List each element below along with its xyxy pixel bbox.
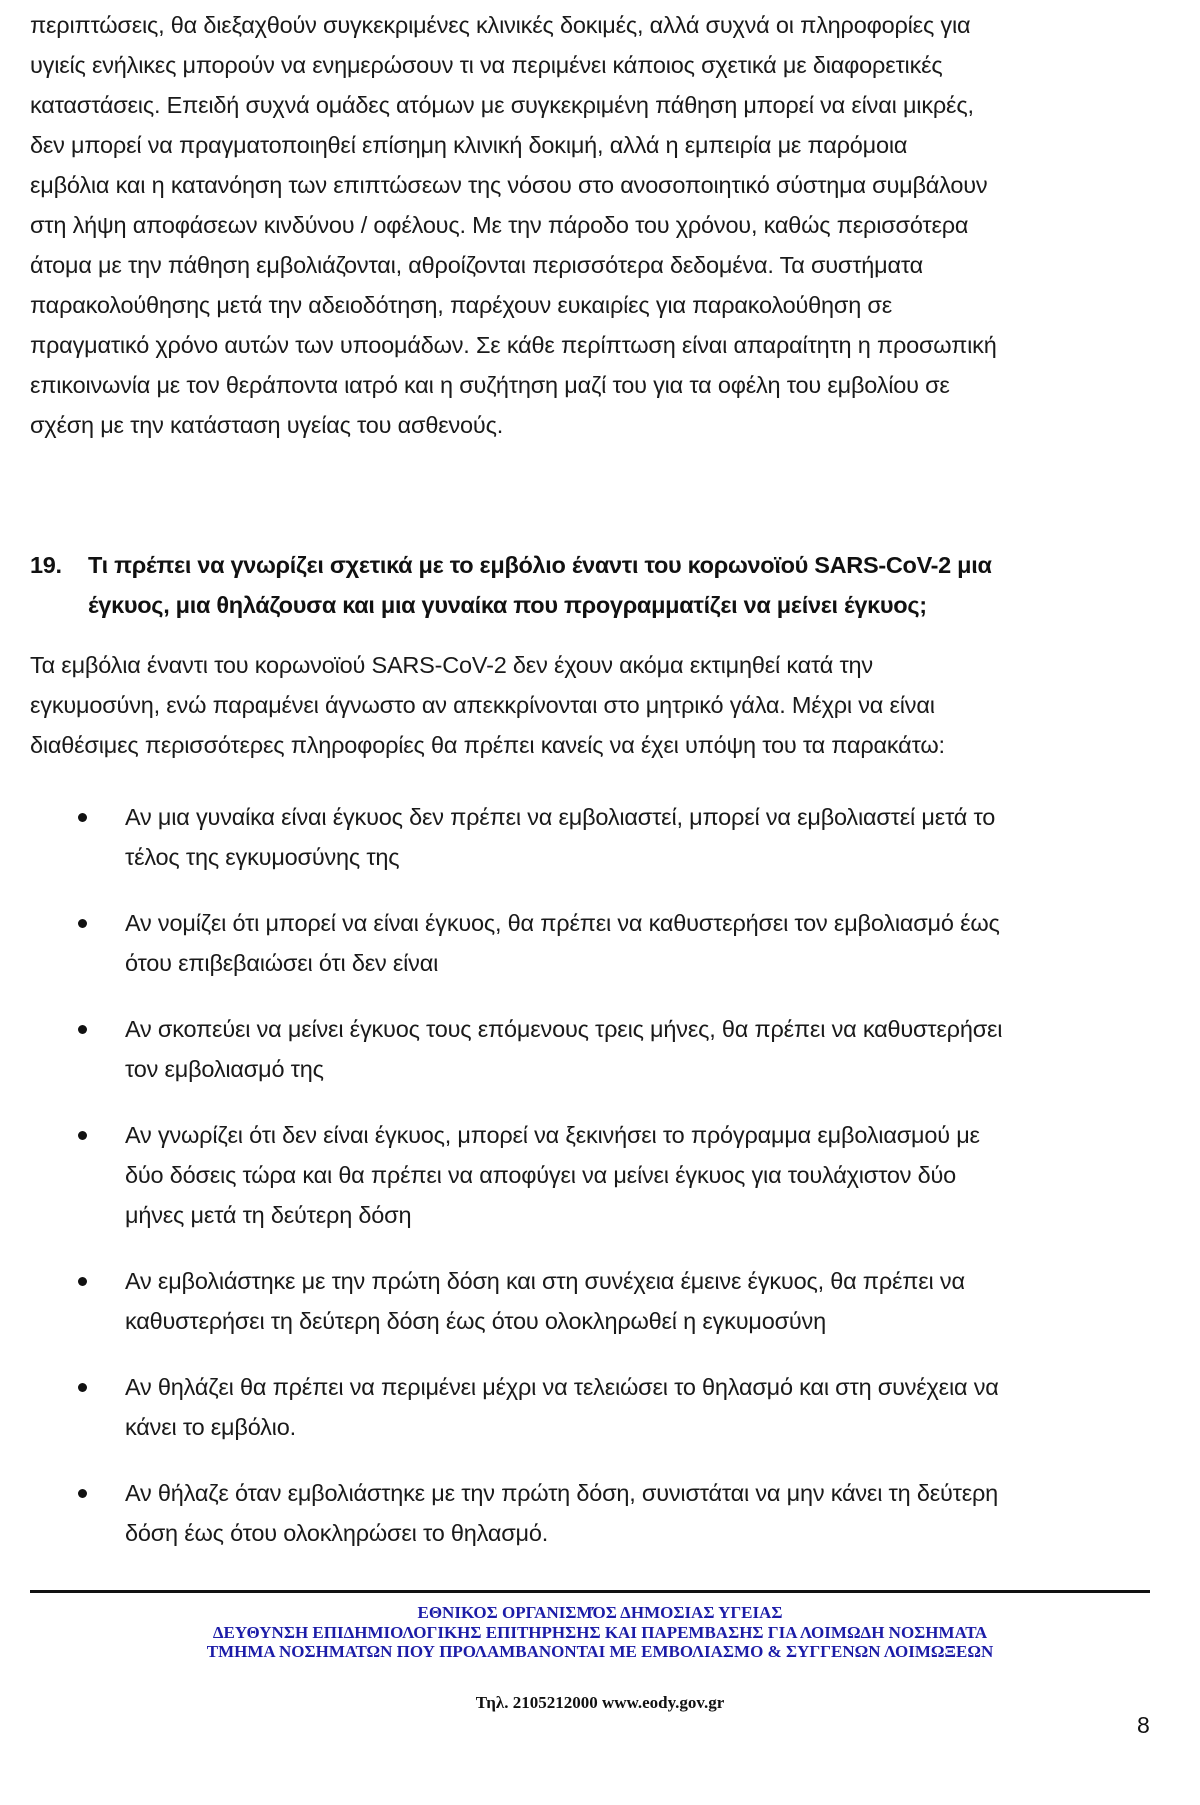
- paragraph-risk-benefit: [30, 5, 1160, 445]
- list-item: [30, 1009, 1160, 1089]
- footer-directorate: ΔΕΥΘΥΝΣΗ ΕΠΙΔΗΜΙΟΛΟΓΙΚΗΣ ΕΠΙΤΗΡΗΣΗΣ ΚΑΙ ΠΑΡΕΜΒΑΣΗΣ ΓΙΑ ΛΟΙΜΩΔΗ ΝΟΣΗΜΑΤΑ: [212, 1622, 988, 1642]
- footer-organization: [0, 1603, 1200, 1662]
- list-item: [30, 1261, 1160, 1341]
- footer-contact: Τηλ. 2105212000 www.eody.gov.gr: [475, 1693, 725, 1712]
- text-line: Αν νομίζει ότι μπορεί να είναι έγκυος, θα πρέπει να καθυστερήσει τον εμβολιασμό έως: [125, 910, 1000, 936]
- heading-line: έγκυος, μια θηλάζουσα και μια γυναίκα που προγραμματίζει να μείνει έγκυος;: [88, 592, 927, 618]
- text-line: εμβόλια και η κατανόηση των επιπτώσεων της νόσου στο ανοσοποιητικό σύστημα συμβάλουν: [30, 172, 988, 198]
- paragraph-intro: [30, 645, 1160, 765]
- bullet-icon: [78, 1131, 87, 1140]
- list-item: [30, 1473, 1160, 1553]
- list-item: [30, 1115, 1160, 1235]
- text-line: Αν θηλάζει θα πρέπει να περιμένει μέχρι να τελειώσει το θηλασμό και στη συνέχεια να: [125, 1374, 999, 1400]
- bullet-icon: [78, 1025, 87, 1034]
- text-line: δεν μπορεί να πραγματοποιηθεί επίσημη κλινική δοκιμή, αλλά η εμπειρία με παρόμοια: [30, 132, 908, 158]
- text-line: διαθέσιμες περισσότερες πληροφορίες θα πρέπει κανείς να έχει υπόψη του τα παρακάτω:: [30, 732, 945, 758]
- text-line: σχέση με την κατάσταση υγείας του ασθενούς.: [30, 412, 504, 438]
- text-line: εγκυμοσύνη, ενώ παραμένει άγνωστο αν απεκκρίνονται στο μητρικό γάλα. Μέχρι να είναι: [30, 692, 935, 718]
- text-line: Αν σκοπεύει να μείνει έγκυος τους επόμενους τρεις μήνες, θα πρέπει να καθυστερήσει: [125, 1016, 1003, 1042]
- text-line: άτομα με την πάθηση εμβολιάζονται, αθροίζονται περισσότερα δεδομένα. Τα συστήματα: [30, 252, 924, 278]
- text-line: ότου επιβεβαιώσει ότι δεν είναι: [125, 950, 439, 976]
- text-line: πραγματικό χρόνο αυτών των υποομάδων. Σε κάθε περίπτωση είναι απαραίτητη η προσωπική: [30, 332, 997, 358]
- footer-org-name: ΕΘΝΙΚΟΣ ΟΡΓΑΝΙΣΜΌΣ ΔΗΜΟΣΙΑΣ ΥΓΕΙΑΣ: [417, 1603, 783, 1622]
- bullet-icon: [78, 1383, 87, 1392]
- list-item: [30, 797, 1160, 877]
- text-line: δύο δόσεις τώρα και θα πρέπει να αποφύγει να μείνει έγκυος για τουλάχιστον δύο: [125, 1162, 956, 1188]
- footer-divider: [30, 1590, 1150, 1593]
- text-line: καθυστερήσει τη δεύτερη δόση έως ότου ολοκληρωθεί η εγκυμοσύνη: [125, 1308, 826, 1334]
- text-line: δόση έως ότου ολοκληρώσει το θηλασμό.: [125, 1520, 549, 1546]
- text-line: στη λήψη αποφάσεων κινδύνου / οφέλους. Με την πάροδο του χρόνου, καθώς περισσότερα: [30, 212, 969, 238]
- bullet-icon: [78, 1489, 87, 1498]
- text-line: μήνες μετά τη δεύτερη δόση: [125, 1202, 412, 1228]
- text-line: υγιείς ενήλικες μπορούν να ενημερώσουν τι να περιμένει κάποιος σχετικά με διαφορετικές: [30, 52, 943, 78]
- text-line: κάνει το εμβόλιο.: [125, 1414, 296, 1440]
- text-line: Αν μια γυναίκα είναι έγκυος δεν πρέπει να εμβολιαστεί, μπορεί να εμβολιαστεί μετά το: [125, 804, 996, 830]
- section-heading-19: [30, 545, 1160, 625]
- text-line: καταστάσεις. Επειδή συχνά ομάδες ατόμων με συγκεκριμένη πάθηση μπορεί να είναι μικρές,: [30, 92, 974, 118]
- footer-department: ΤΜΗΜΑ ΝΟΣΗΜΑΤΩΝ ΠΟΥ ΠΡΟΛΑΜΒΑΝΟΝΤΑΙ ΜΕ ΕΜΒΟΛΙΑΣΜΟ & ΣΥΓΓΕΝΩΝ ΛΟΙΜΩΞΕΩΝ: [206, 1642, 994, 1661]
- text-line: Αν γνωρίζει ότι δεν είναι έγκυος, μπορεί να ξεκινήσει το πρόγραμμα εμβολιασμού με: [125, 1122, 980, 1148]
- page-number: 8: [1137, 1712, 1150, 1738]
- text-line: Αν θήλαζε όταν εμβολιάστηκε με την πρώτη δόση, συνιστάται να μην κάνει τη δεύτερη: [125, 1480, 999, 1506]
- bullet-icon: [78, 919, 87, 928]
- text-line: τον εμβολιασμό της: [125, 1056, 324, 1082]
- heading-number: 19.: [30, 552, 62, 578]
- text-line: περιπτώσεις, θα διεξαχθούν συγκεκριμένες κλινικές δοκιμές, αλλά συχνά οι πληροφορίες για: [30, 12, 971, 38]
- text-line: τέλος της εγκυμοσύνης της: [125, 844, 400, 870]
- bullet-icon: [78, 1277, 87, 1286]
- heading-text: [88, 545, 1160, 625]
- bullet-list: [30, 797, 1160, 1579]
- list-item: [30, 903, 1160, 983]
- text-line: Αν εμβολιάστηκε με την πρώτη δόση και στη συνέχεια έμεινε έγκυος, θα πρέπει να: [125, 1268, 965, 1294]
- text-line: παρακολούθησης μετά την αδειοδότηση, παρέχουν ευκαιρίες για παρακολούθηση σε: [30, 292, 892, 318]
- text-line: επικοινωνία με τον θεράποντα ιατρό και η συζήτηση μαζί του για τα οφέλη του εμβολίου σε: [30, 372, 950, 398]
- heading-line: Τι πρέπει να γνωρίζει σχετικά με το εμβόλιο έναντι του κορωνοϊού SARS-CoV-2 μια: [88, 552, 992, 578]
- bullet-icon: [78, 813, 87, 822]
- list-item: [30, 1367, 1160, 1447]
- text-line: Τα εμβόλια έναντι του κορωνοϊού SARS-CoV-2 δεν έχουν ακόμα εκτιμηθεί κατά την: [30, 652, 873, 678]
